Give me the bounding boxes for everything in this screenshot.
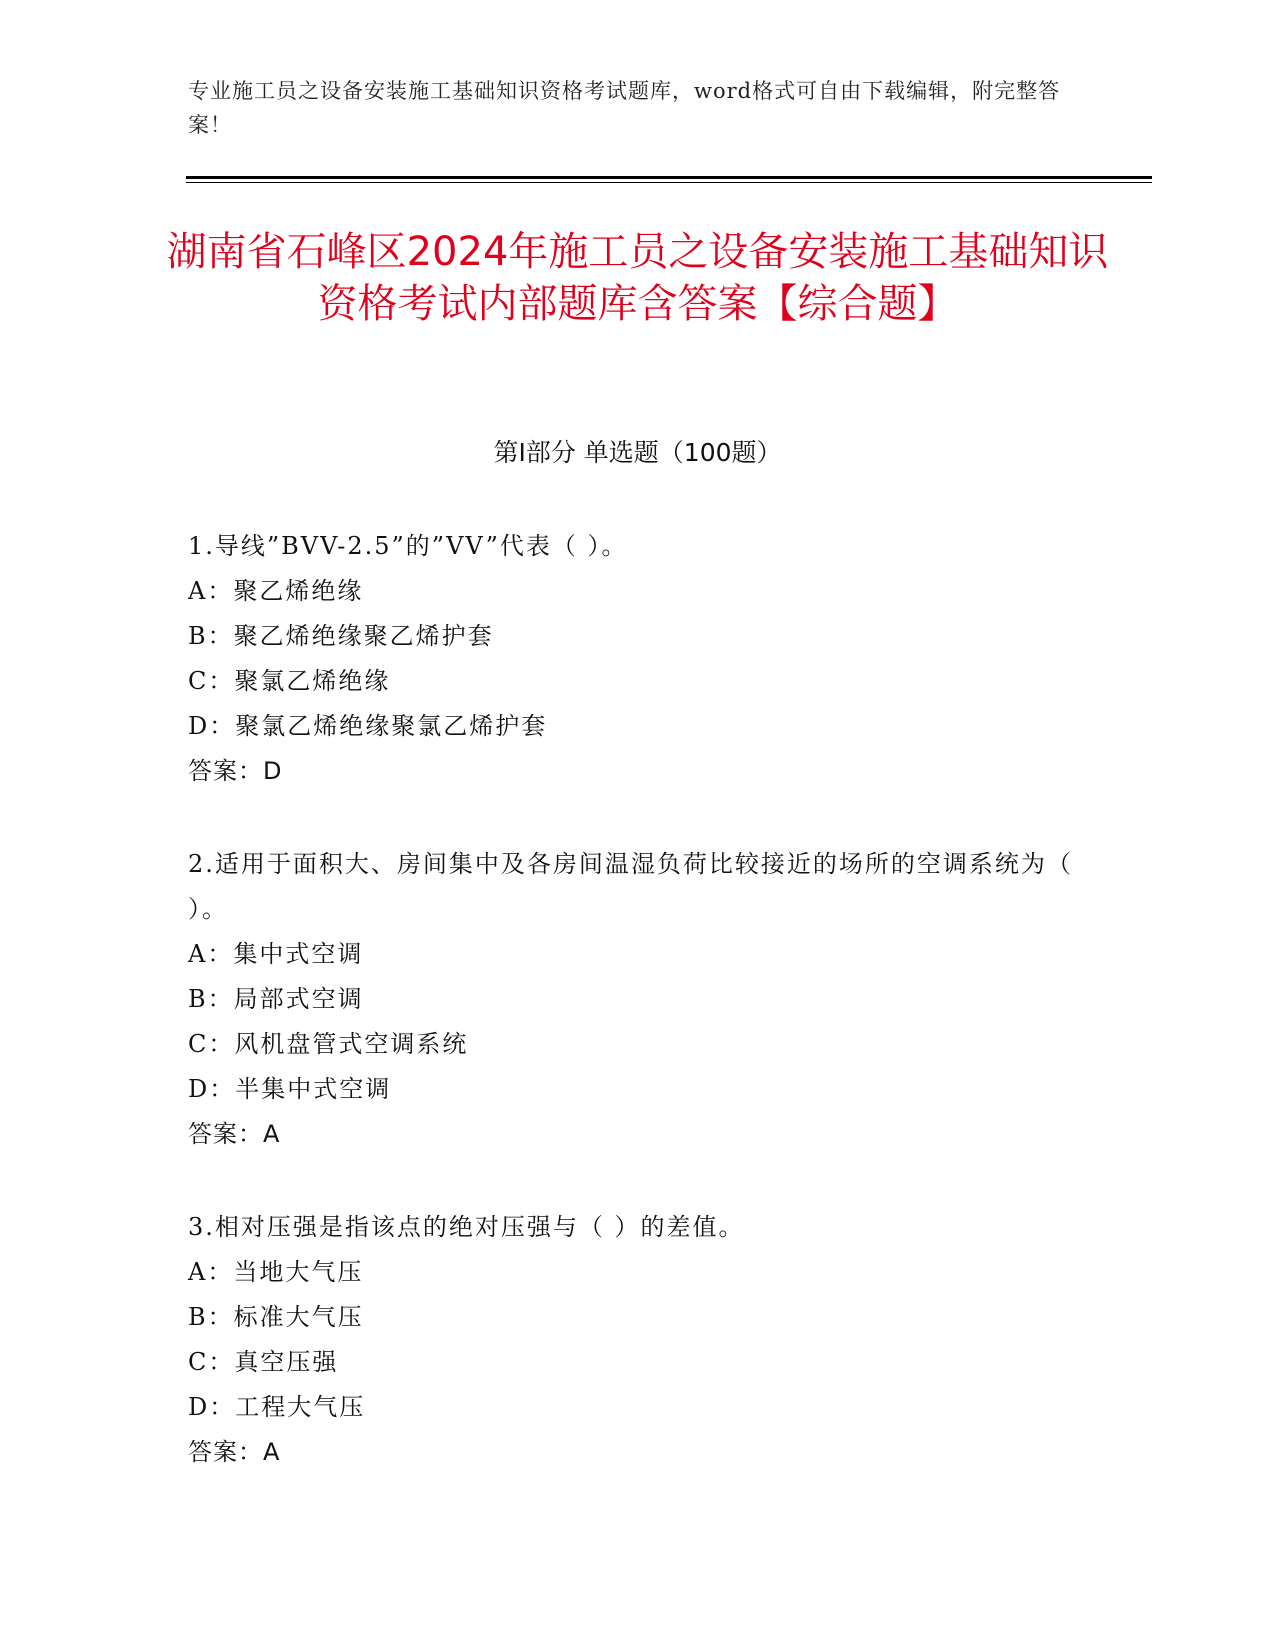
option-c: C：风机盘管式空调系统 <box>188 1030 469 1058</box>
option-d: D：半集中式空调 <box>188 1075 392 1103</box>
answer-line: 答案：D <box>188 757 283 785</box>
option-a: A：集中式空调 <box>188 940 364 968</box>
header-rule-thin <box>186 182 1152 183</box>
option-d: D：工程大气压 <box>188 1393 366 1421</box>
question-2 <box>188 842 1088 1157</box>
question-stem: 3.相对压强是指该点的绝对压强与（ ）的差值。 <box>188 1213 745 1241</box>
option-b: B：聚乙烯绝缘聚乙烯护套 <box>188 622 494 650</box>
option-c: C：真空压强 <box>188 1348 339 1376</box>
question-stem: 2.适用于面积大、房间集中及各房间温湿负荷比较接近的场所的空调系统为（ ）。 <box>188 850 1073 923</box>
option-c: C：聚氯乙烯绝缘 <box>188 667 391 695</box>
question-stem: 1.导线”BVV-2.5”的”VV”代表（ ）。 <box>188 532 628 560</box>
answer-line: 答案：A <box>188 1120 281 1148</box>
section-heading: 第I部分 单选题（100题） <box>493 438 782 467</box>
header-note: 专业施工员之设备安装施工基础知识资格考试题库，word格式可自由下载编辑，附完整答案！ <box>188 79 1061 137</box>
question-3 <box>188 1205 1088 1475</box>
option-b: B：局部式空调 <box>188 985 364 1013</box>
header-rule-thick <box>186 176 1152 179</box>
option-d: D：聚氯乙烯绝缘聚氯乙烯护套 <box>188 712 548 740</box>
option-a: A：聚乙烯绝缘 <box>188 577 364 605</box>
option-a: A：当地大气压 <box>188 1258 364 1286</box>
answer-line: 答案：A <box>188 1438 281 1466</box>
option-b: B：标准大气压 <box>188 1303 364 1331</box>
document-title: 湖南省石峰区2024年施工员之设备安装施工基础知识资格考试内部题库含答案【综合题】 <box>166 229 1109 327</box>
question-1 <box>188 524 1088 794</box>
